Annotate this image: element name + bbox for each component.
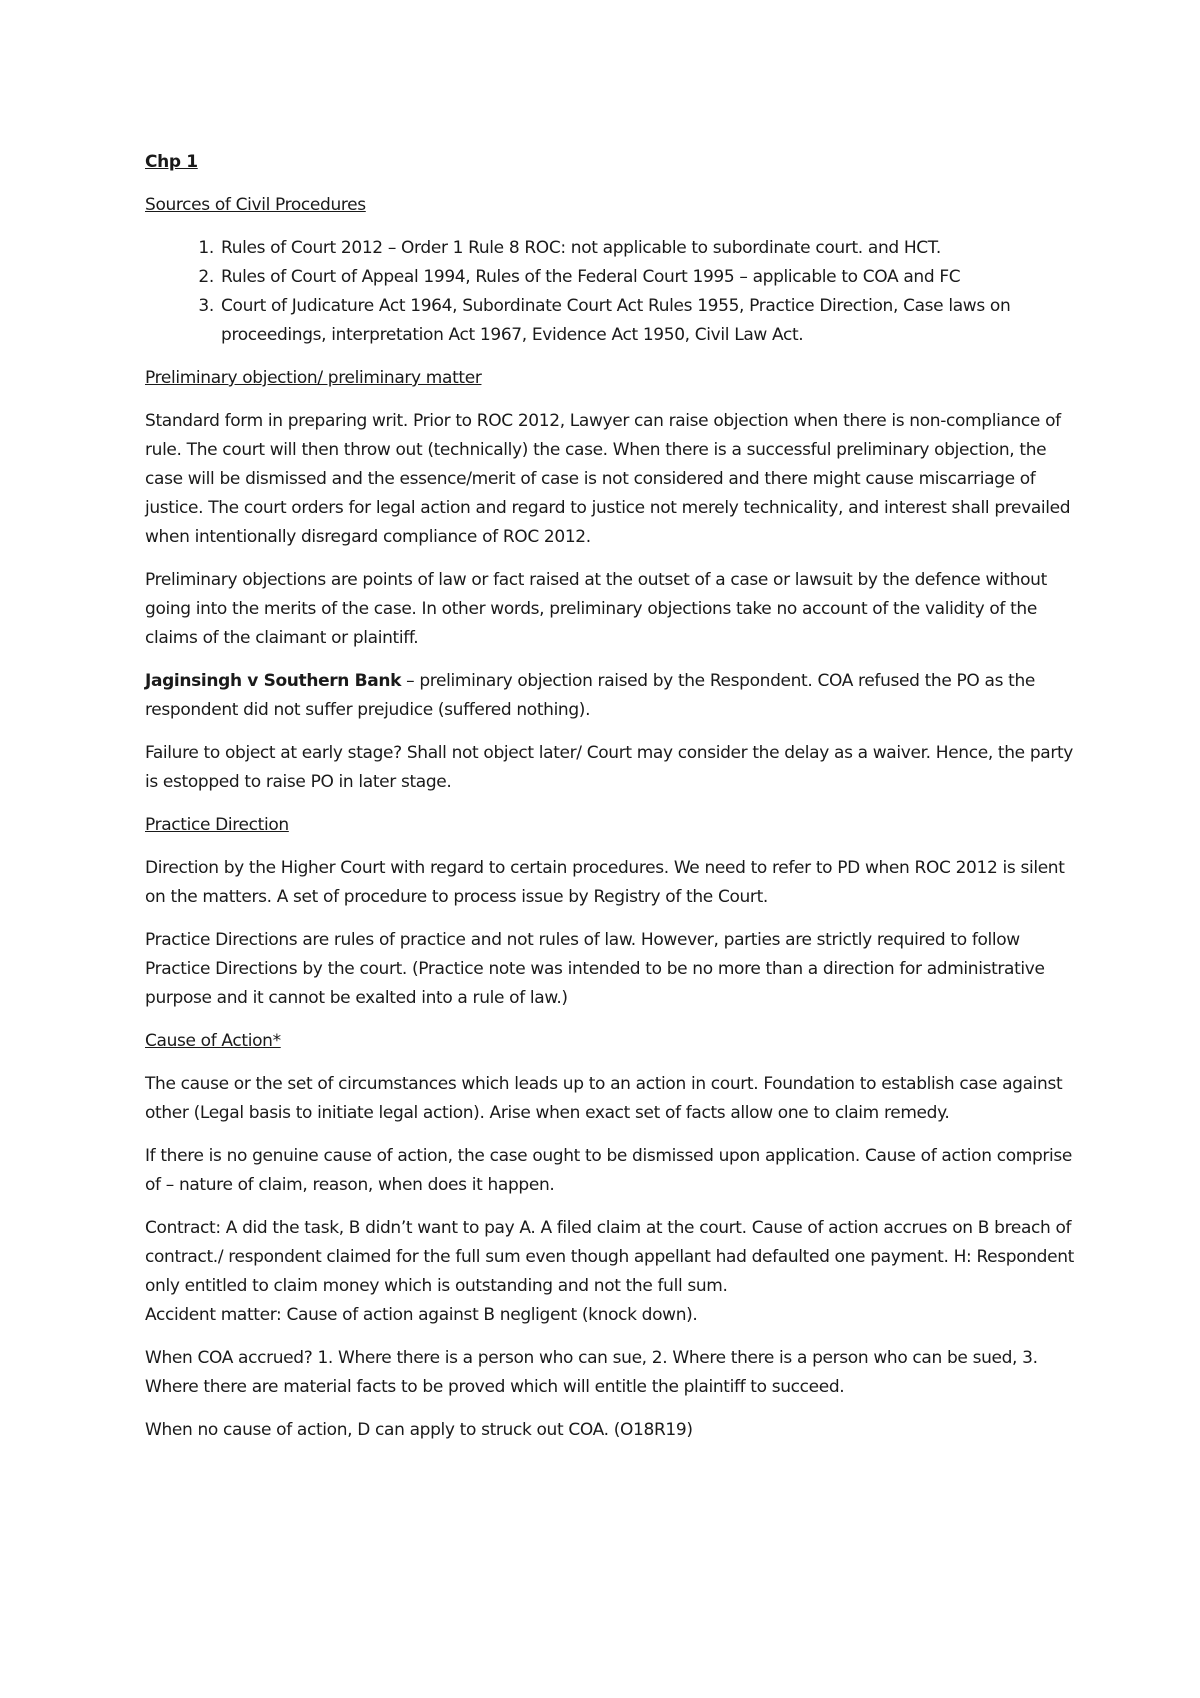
cause-paragraph-4: When COA accrued? 1. Where there is a person who can sue, 2. Where there is a person who can be sued, 3. Where there are material facts to be proved which will entitle the plaintiff to succeed. xyxy=(145,1348,1038,1397)
document-page xyxy=(145,148,1080,1459)
list-item: 1. Rules of Court 2012 – Order 1 Rule 8 ROC: not applicable to subordinate court. and HCT. xyxy=(219,234,1080,263)
sources-list xyxy=(145,234,1080,350)
preliminary-paragraph-4: Failure to object at early stage? Shall not object later/ Court may consider the delay as a waiver. Hence, the party is estopped to raise PO in later stage. xyxy=(145,743,1074,792)
practice-paragraph-2: Practice Directions are rules of practice and not rules of law. However, parties are strictly required to follow Practice Directions by the court. (Practice note was intended to be no more than a direction for administrative purpose and it cannot be exalted into a rule of law.) xyxy=(145,930,1045,1008)
cause-heading: Cause of Action* xyxy=(145,1031,281,1051)
cause-paragraph-3 xyxy=(145,1214,1080,1330)
preliminary-heading: Preliminary objection/ preliminary matter xyxy=(145,368,482,388)
case-paragraph xyxy=(145,667,1080,725)
list-item: 2. Rules of Court of Appeal 1994, Rules of the Federal Court 1995 – applicable to COA and FC xyxy=(219,263,1080,292)
accident-text: Accident matter: Cause of action against B negligent (knock down). xyxy=(145,1305,698,1325)
contract-text: Contract: A did the task, B didn’t want to pay A. A filed claim at the court. Cause of action accrues on B breach of contract./ respondent claimed for the full sum even though appellant had defaulted one payment. H: Respondent only entitled to claim money which is outstanding and not the full sum. xyxy=(145,1218,1074,1296)
practice-heading: Practice Direction xyxy=(145,815,289,835)
preliminary-paragraph-1: Standard form in preparing writ. Prior to ROC 2012, Lawyer can raise objection when there is non-compliance of rule. The court will then throw out (technically) the case. When there is a successful preliminary objection, the case will be dismissed and the essence/merit of case is not considered and there might cause miscarriage of justice. The court orders for legal action and regard to justice not merely technicality, and interest shall prevailed when intentionally disregard compliance of ROC 2012. xyxy=(145,411,1071,547)
cause-paragraph-5: When no cause of action, D can apply to struck out COA. (O18R19) xyxy=(145,1420,693,1440)
case-name: Jaginsingh v Southern Bank xyxy=(145,671,402,691)
case-text: – preliminary objection raised by the Respondent. COA refused the PO as the respondent did not suffer prejudice (suffered nothing). xyxy=(145,671,1035,720)
cause-paragraph-1: The cause or the set of circumstances which leads up to an action in court. Foundation to establish case against other (Legal basis to initiate legal action). Arise when exact set of facts allow one to claim remedy. xyxy=(145,1074,1063,1123)
cause-paragraph-2: If there is no genuine cause of action, the case ought to be dismissed upon application. Cause of action comprise of – nature of claim, reason, when does it happen. xyxy=(145,1146,1073,1195)
chapter-title: Chp 1 xyxy=(145,152,198,172)
sources-heading: Sources of Civil Procedures xyxy=(145,195,366,215)
preliminary-paragraph-2: Preliminary objections are points of law or fact raised at the outset of a case or lawsuit by the defence without going into the merits of the case. In other words, preliminary objections take no account of the validity of the claims of the claimant or plaintiff. xyxy=(145,570,1047,648)
list-item: 3. Court of Judicature Act 1964, Subordinate Court Act Rules 1955, Practice Direction, Case laws on proceedings, interpretation Act 1967, Evidence Act 1950, Civil Law Act. xyxy=(219,292,1080,350)
practice-paragraph-1: Direction by the Higher Court with regard to certain procedures. We need to refer to PD when ROC 2012 is silent on the matters. A set of procedure to process issue by Registry of the Court. xyxy=(145,858,1065,907)
